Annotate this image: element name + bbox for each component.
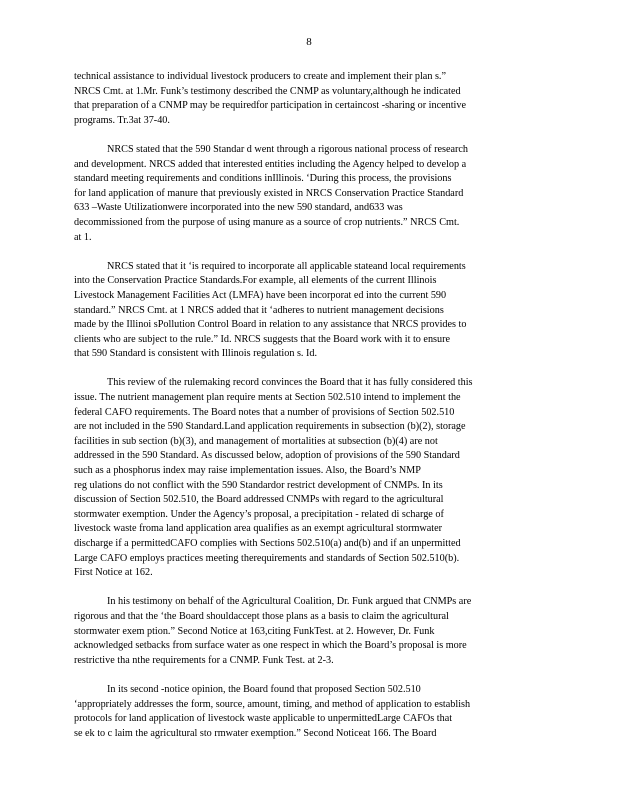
text-line: for land application of manure that previously existed in NRCS Conservation Practice Standard bbox=[74, 187, 464, 199]
body-text bbox=[74, 70, 544, 756]
text-line: livestock waste froma land application area qualifies as an exempt agricultural stormwater bbox=[74, 523, 443, 535]
text-line: NRCS stated that it ‘is required to incorporate all applicable stateand local requirements bbox=[107, 260, 466, 272]
text-line: This review of the rulemaking record convinces the Board that it has fully considered this bbox=[107, 377, 473, 389]
text-line: NRCS Cmt. at 1.Mr. Funk’s testimony described the CNMP as voluntary,although he indicated bbox=[74, 85, 461, 97]
text-line: 633 –Waste Utilizationwere incorporated into the new 590 standard, and633 was bbox=[74, 202, 403, 214]
paragraph bbox=[74, 683, 544, 741]
text-line: restrictive tha nthe requirements for a CNMP. Funk Test. at 2-3. bbox=[74, 654, 334, 666]
text-line: reg ulations do not conflict with the 590 Standardor restrict development of CNMPs. In its bbox=[74, 479, 443, 491]
text-line: NRCS stated that the 590 Standar d went through a rigorous national process of research bbox=[107, 143, 469, 155]
page-number: 8 bbox=[306, 36, 312, 48]
text-line: se ek to c laim the agricultural sto rmwater exemption.” Second Noticeat 166. The Board bbox=[74, 727, 437, 739]
text-line: that 590 Standard is consistent with Illinois regulation s. Id. bbox=[74, 348, 318, 360]
text-line: standard meeting requirements and conditions inIllinois. ‘During this process, the provisions bbox=[74, 173, 452, 185]
text-line: into the Conservation Practice Standards.For example, all elements of the current Illinois bbox=[74, 275, 437, 287]
text-line: technical assistance to individual livestock producers to create and implement their plan s.” bbox=[74, 71, 447, 82]
text-line: decommissioned from the purpose of using manure as a source of crop nutrients.” NRCS Cmt. bbox=[74, 216, 460, 228]
text-line: Livestock Management Facilities Act (LMFA) have been incorporat ed into the current 590 bbox=[74, 289, 447, 301]
text-line: In his testimony on behalf of the Agricultural Coalition, Dr. Funk argued that CNMPs are bbox=[107, 596, 472, 608]
paragraph bbox=[74, 595, 544, 668]
paragraph bbox=[74, 143, 544, 245]
text-line: addressed in the 590 Standard. As discussed below, adoption of provisions of the 590 Standard bbox=[74, 450, 460, 462]
text-line: discussion of Section 502.510, the Board addressed CNMPs with regard to the agricultural bbox=[74, 494, 444, 506]
text-line: stormwater exemption. Under the Agency’s proposal, a precipitation - related di scharge of bbox=[74, 508, 444, 520]
text-line: First Notice at 162. bbox=[74, 567, 153, 579]
text-line: at 1. bbox=[74, 231, 92, 243]
text-line: facilities in sub section (b)(3), and management of mortalities at subsection (b)(4) are not bbox=[74, 435, 438, 447]
text-line: such as a phosphorus index may raise implementation issues. Also, the Board’s NMP bbox=[74, 465, 421, 477]
text-line: rigorous and that the ‘the Board shouldaccept those plans as a basis to claim the agricultural bbox=[74, 610, 449, 622]
text-line: that preparation of a CNMP may be requiredfor participation in certaincost -sharing or incentive bbox=[74, 100, 466, 112]
text-line: stormwater exem ption.” Second Notice at 163,citing FunkTest. at 2. However, Dr. Funk bbox=[74, 625, 435, 637]
text-line: clients who are subject to the rule.” Id. NRCS suggests that the Board work with it to ensure bbox=[74, 333, 451, 345]
text-line: are not included in the 590 Standard.Land application requirements in subsection (b)(2), storage bbox=[74, 421, 466, 433]
text-line: programs. Tr.3at 37-40. bbox=[74, 114, 170, 126]
text-line: standard.” NRCS Cmt. at 1 NRCS added that it ‘adheres to nutrient management decisions bbox=[74, 304, 444, 316]
text-line: federal CAFO requirements. The Board notes that a number of provisions of Section 502.510 bbox=[74, 406, 455, 418]
text-line: discharge if a permittedCAFO complies with Sections 502.510(a) and(b) and if an unpermitted bbox=[74, 538, 461, 549]
text-line: protocols for land application of livestock waste applicable to unpermittedLarge CAFOs that bbox=[74, 713, 453, 725]
text-line: acknowledged setbacks from surface water as one respect in which the Board’s proposal is more bbox=[74, 640, 467, 652]
text-line: In its second -notice opinion, the Board found that proposed Section 502.510 bbox=[107, 683, 421, 695]
text-line: Large CAFO employs practices meeting therequirements and standards of Section 502.510(b). bbox=[74, 552, 460, 564]
paragraph bbox=[74, 376, 544, 580]
text-line: ‘appropriately addresses the form, source, amount, timing, and method of application to establish bbox=[74, 698, 471, 710]
paragraph bbox=[74, 260, 544, 362]
paragraph bbox=[74, 70, 544, 128]
text-line: issue. The nutrient management plan require ments at Section 502.510 intend to implement the bbox=[74, 392, 461, 404]
text-line: and development. NRCS added that interested entities including the Agency helped to develop a bbox=[74, 158, 467, 170]
text-line: made by the Illinoi sPollution Control Board in relation to any assistance that NRCS provides to bbox=[74, 319, 467, 331]
